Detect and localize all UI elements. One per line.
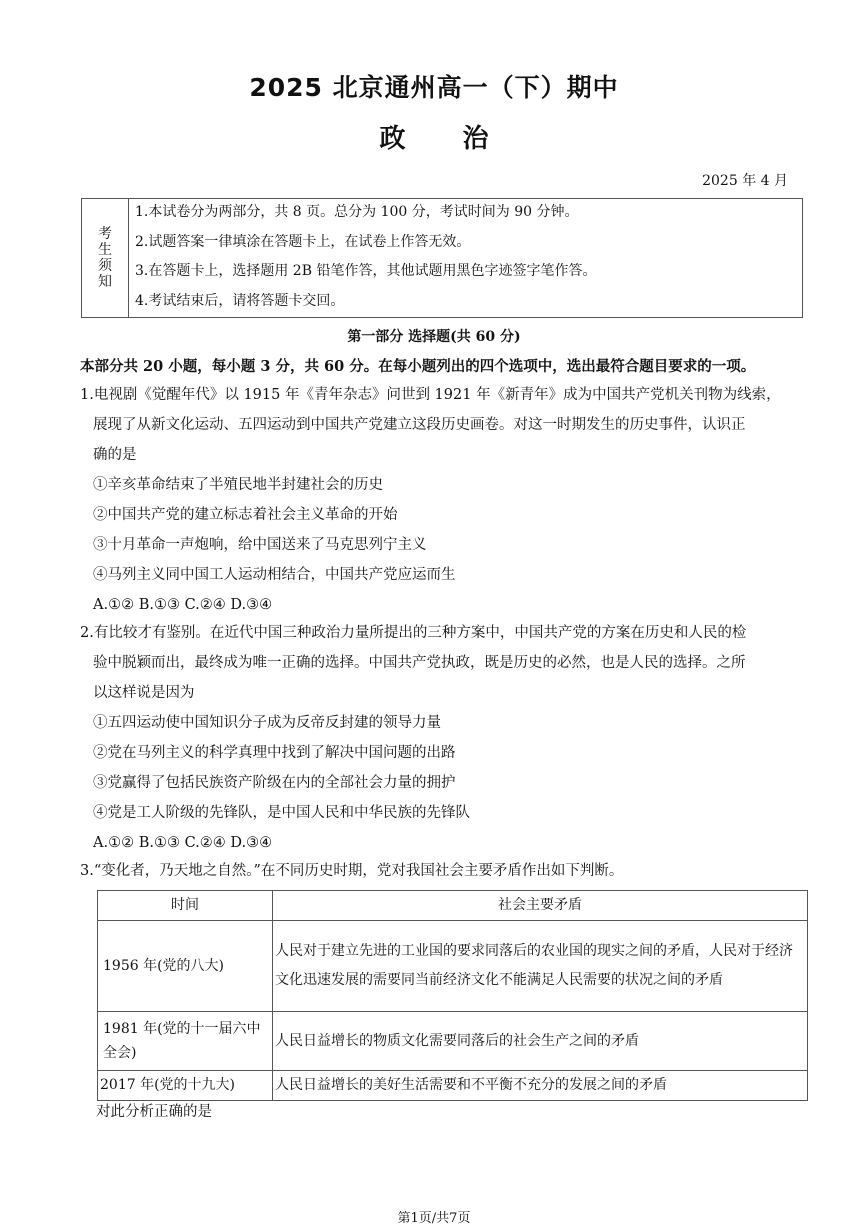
question-2: 2.有比较才有鉴别。在近代中国三种政治力量所提出的三种方案中，中国共产党的方案在历史和人民的检 验中脱颖而出，最终成为唯一正确的选择。中国共产党执政，既是历史的必然，也是人民的选择。之所 以这样说是因为 ①五四运动使中国知识分子成为反帝反封建的领导力量 ②党在马列主义的科学真理中找到了解决中国问题的出路 ③党赢得了包括民族资产阶级在内的全部社会力量的拥护 ④党是工人阶级的先锋队，是中国人民和中华民族的先锋队 A.①② B.①③ C.②④ D.③④ (80, 618, 800, 858)
options (80, 828, 800, 858)
statement: ②中国共产党的建立标志着社会主义革命的开始 (93, 507, 398, 523)
notice-item: 2.试题答案一律填涂在答题卡上，在试卷上作答无效。 (135, 233, 471, 250)
statement: ③党赢得了包括民族资产阶级在内的全部社会力量的拥护 (93, 775, 456, 791)
option-a: A.①② (93, 597, 135, 613)
option-d: D.③④ (230, 835, 273, 851)
notice-label: 考 生 须 知 (82, 199, 129, 318)
notice-box (81, 198, 803, 318)
table-header-row (98, 891, 808, 921)
option-a: A.①② (93, 835, 135, 851)
notice-items (129, 199, 803, 318)
table-row: 2017 年(党的十九大) 人民日益增长的美好生活需要和不平衡不充分的发展之间的矛盾 (98, 1071, 808, 1101)
statement: ④马列主义同中国工人运动相结合，中国共产党应运而生 (93, 567, 456, 583)
notice-item: 3.在答题卡上，选择题用 2B 铅笔作答，其他试题用黑色字迹签字笔作答。 (135, 263, 597, 279)
option-b: B.①③ (138, 835, 180, 851)
notice-item: 4.考试结束后，请将答题卡交回。 (135, 292, 345, 309)
page-footer: 第1页/共7页 (397, 1211, 471, 1226)
exam-date: 2025 年 4 月 (702, 173, 788, 189)
contradiction-table (97, 890, 808, 1101)
part-heading: 第一部分 选择题(共 60 分) (347, 329, 521, 345)
statement: ①五四运动使中国知识分子成为反帝反封建的领导力量 (93, 715, 441, 731)
notice-item: 1.本试卷分为两部分，共 8 页。总分为 100 分，考试时间为 90 分钟。 (135, 204, 579, 220)
statement: ③十月革命一声炮响，给中国送来了马克思列宁主义 (93, 537, 427, 553)
table-row: 1956 年(党的八大) 人民对于建立先进的工业国的要求同落后的农业国的现实之间的矛盾，人民对于经济文化迅速发展的需要同当前经济文化不能满足人民需要的状况之间的矛盾 (98, 921, 808, 1012)
header-time: 时间 (98, 891, 273, 921)
question-1: 1.电视剧《觉醒年代》以 1915 年《青年杂志》问世到 1921 年《新青年》成为中国共产党机关刊物为线索， 展现了从新文化运动、五四运动到中国共产党建立这段历史画卷。对这一时期发生的历史事件，认识正 确的是 ①辛亥革命结束了半殖民地半封建社会的历史 ②中国共产党的建立标志着社会主义革命的开始 ③十月革命一声炮响，给中国送来了马克思列宁主义 ④马列主义同中国工人运动相结合，中国共产党应运而生 A.①② B.①③ C.②④ D.③④ (80, 380, 800, 620)
page-title: 2025 北京通州高一（下）期中 (249, 73, 619, 102)
question-3-prompt: 对此分析正确的是 (96, 1104, 212, 1120)
option-c: C.②④ (184, 835, 226, 851)
statement: ①辛亥革命结束了半殖民地半封建社会的历史 (93, 477, 383, 493)
table-row: 1981 年(党的十一届六中全会) 人民日益增长的物质文化需要同落后的社会生产之间的矛盾 (98, 1012, 808, 1071)
statement: ④党是工人阶级的先锋队，是中国人民和中华民族的先锋队 (93, 805, 470, 821)
header-contradiction: 社会主要矛盾 (273, 891, 808, 921)
option-d: D.③④ (230, 597, 273, 613)
subject-title: 政 治 (379, 124, 489, 154)
statement: ②党在马列主义的科学真理中找到了解决中国问题的出路 (93, 745, 456, 761)
options (80, 590, 800, 620)
question-3-stem: 3.“变化者，乃天地之自然。”在不同历史时期，党对我国社会主要矛盾作出如下判断。 (80, 863, 624, 879)
part-intro: 本部分共 20 小题，每小题 3 分，共 60 分。在每小题列出的四个选项中，选出最符合题目要求的一项。 (80, 358, 756, 375)
option-b: B.①③ (138, 597, 180, 613)
option-c: C.②④ (184, 597, 226, 613)
